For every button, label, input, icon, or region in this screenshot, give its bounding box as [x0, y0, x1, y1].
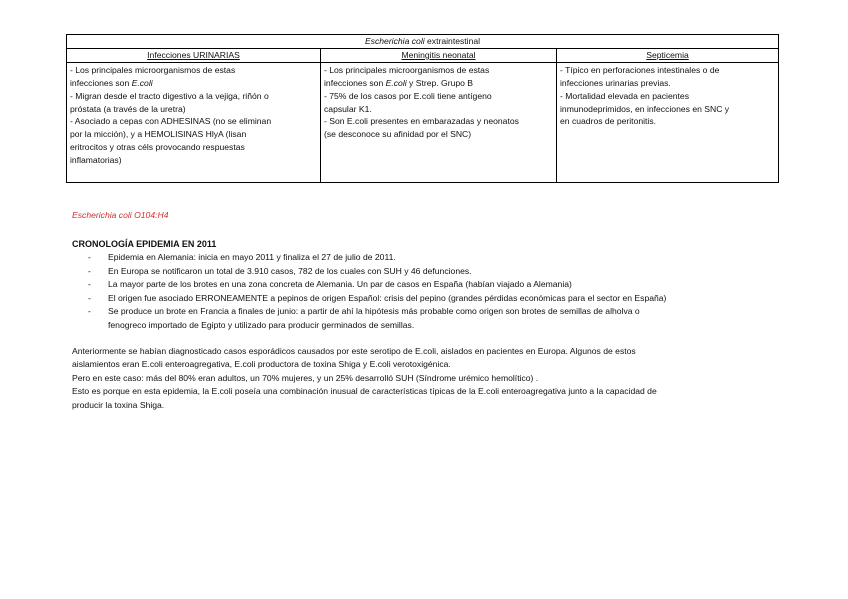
cell-meningitis-neonatal: - Los principales microorganismos de estas infecciones son E.coli y Strep. Grupo B - 75% de los casos por E.coli tiene antígeno capsular K1. - Son E.coli presentes en embarazadas y neonatos (se desconoce su afinidad por el SNC) — [321, 62, 557, 182]
dash-bullet: - — [88, 279, 91, 289]
list-item: - En Europa se notificaron un total de 3.910 casos, 782 de los cuales con SUH y 46 defunciones. — [72, 265, 772, 279]
paragraph-line: Pero en este caso: más del 80% eran adultos, un 70% mujeres, y un 25% desarrolló SUH (Síndrome urémico hemolítico) . — [72, 372, 539, 383]
cell-septicemia: - Típico en perforaciones intestinales o de infecciones urinarias previas. - Mortalidad elevada en pacientes inmunodeprimidos, en infecciones en SNC y en cuadros de peritonitis. — [557, 62, 779, 182]
body-paragraph — [72, 345, 772, 412]
paragraph-line: Esto es porque en esta epidemia, la E.coli poseía una combinación inusual de características típicas de la E.coli enteroagregativa junto a la capacidad de — [72, 386, 657, 397]
dash-bullet: - — [88, 252, 91, 262]
paragraph-line: producir la toxina Shiga. — [72, 399, 165, 410]
header-infecciones-urinarias: Infecciones URINARIAS — [67, 48, 321, 62]
ecoli-extraintestinal-table — [66, 34, 779, 183]
paragraph-line: Anteriormente se habían diagnosticado casos esporádicos causados por este serotipo de E.coli, aislados en pacientes en Europa. Algunos de estos — [72, 346, 636, 356]
section-title-o104h4: Escherichia coli O104:H4 — [72, 210, 169, 220]
table-body-row — [67, 62, 779, 182]
list-item: - El origen fue asociado ERRONEAMENTE a pepinos de origen Español: crisis del pepino (grandes pérdidas económicas para el sector en España) — [72, 292, 772, 306]
header-septicemia: Septicemia — [557, 48, 779, 62]
table-header-row — [67, 48, 779, 62]
dash-bullet: - — [88, 265, 91, 276]
list-item: - Epidemia en Alemania: inicia en mayo 2011 y finaliza el 27 de julio de 2011. — [72, 251, 772, 265]
dash-bullet: - — [88, 306, 91, 316]
table-title-row — [67, 35, 779, 49]
table-title: Escherichia coli extraintestinal — [67, 35, 779, 49]
dash-bullet: - — [88, 292, 91, 303]
list-item-continuation: fenogreco importado de Egipto y utilizado para producir germinados de semillas. — [108, 319, 415, 330]
header-meningitis-neonatal: Meningitis neonatal — [321, 48, 557, 62]
cronologia-heading: CRONOLOGÍA EPIDEMIA EN 2011 — [72, 239, 217, 249]
list-item: - Se produce un brote en Francia a finales de junio: a partir de ahí la hipótesis más probable como origen son brotes de semillas de alholva o — [72, 305, 772, 319]
list-item: - La mayor parte de los brotes en una zona concreta de Alemania. Un par de casos en España (habían viajado a Alemania) — [72, 278, 772, 292]
cell-infecciones-urinarias: - Los principales microorganismos de estas infecciones son E.coli - Migran desde el tracto digestivo a la vejiga, riñón o próstata (a través de la uretra) - Asociado a cepas con ADHESINAS (no se eliminan por la micción), y a HEMOLISINAS HlyA (lisan eritrocitos y otras céls provocando respuestas inflamatorias) — [67, 62, 321, 182]
paragraph-line: aislamientos eran E.coli enteroagregativa, E.coli productora de toxina Shiga y E.coli verotoxigénica. — [72, 359, 451, 370]
cronologia-list — [72, 251, 772, 332]
